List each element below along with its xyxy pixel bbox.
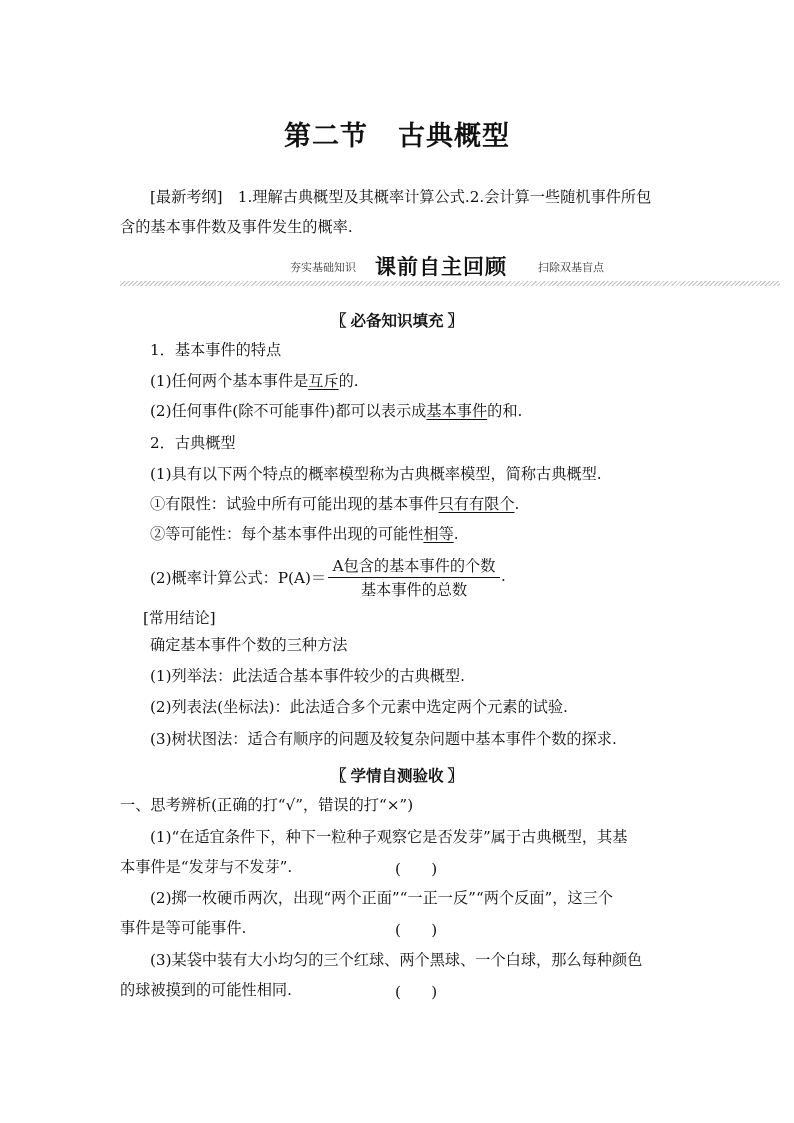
title-part1: 第二节 (284, 121, 368, 152)
bracket-left-icon: 〖 (330, 311, 347, 330)
banner-right-text: 扫除双基盲点 (538, 261, 604, 274)
subheading-basic-events: 1．基本事件的特点 (150, 341, 282, 359)
syllabus-line2: 含的基本事件数及事件发生的概率. (120, 218, 353, 236)
text: (1)任何两个基本事件是 (150, 372, 309, 390)
text: . (453, 525, 459, 543)
question-intro: 一、思考辨析(正确的打“√”，错误的打“×”) (120, 796, 414, 814)
formula-period: . (501, 567, 506, 585)
text: 的. (338, 372, 359, 390)
list-item (150, 400, 522, 422)
question-1-line1: (1)“在适宜条件下，种下一粒种子观察它是否发芽”属于古典概型，其基 (150, 828, 628, 846)
answer-blank: ( ) (395, 860, 438, 878)
text: ①有限性：试验中所有可能出现的基本事件 (150, 495, 439, 513)
fraction-bar (328, 577, 500, 578)
list-item (150, 370, 359, 392)
section-banner (120, 251, 780, 287)
list-item: (1)具有以下两个特点的概率模型称为古典概率模型，简称古典概型. (150, 465, 602, 483)
conclusions-title: 确定基本事件个数的三种方法 (150, 636, 348, 654)
syllabus-line1: [最新考纲] 1.理解古典概型及其概率计算公式.2.会计算一些随机事件所包 (150, 188, 652, 206)
answer-underlined: 互斥 (308, 372, 339, 390)
formula-lhs: (2)概率计算公式：P(A)＝ (150, 569, 327, 587)
text: . (514, 495, 520, 513)
bracket-right-icon: 〗 (447, 766, 464, 785)
list-item (150, 493, 519, 515)
banner-hatch (120, 281, 780, 286)
answer-underlined: 基本事件 (426, 402, 488, 420)
section-heading-knowledge (0, 308, 794, 331)
bracket-right-icon: 〗 (447, 311, 464, 330)
subheading-classical-model: 2．古典概型 (150, 434, 236, 452)
text: ②等可能性：每个基本事件出现的可能性 (150, 525, 424, 543)
list-item: (1)列举法：此法适合基本事件较少的古典概型. (150, 667, 465, 685)
list-item: (3)树状图法：适合有顺序的问题及较复杂问题中基本事件个数的探求. (150, 730, 617, 748)
title-part2: 古典概型 (398, 121, 510, 152)
text: (2)任何事件(除不可能事件)都可以表示成 (150, 402, 427, 420)
question-1-line2: 本事件是“发芽与不发芽”. (120, 858, 293, 876)
question-2-line1: (2)掷一枚硬币两次，出现“两个正面”“一正一反”“两个反面”，这三个 (150, 889, 613, 907)
banner-main-text: 课前自主回顾 (375, 255, 507, 279)
answer-underlined: 相等 (423, 525, 454, 543)
answer-underlined: 只有有限个 (438, 495, 515, 513)
question-3-line2: 的球被摸到的可能性相同. (120, 981, 292, 999)
answer-blank: ( ) (395, 921, 438, 939)
answer-blank: ( ) (395, 983, 438, 1001)
formula-numerator: A包含的基本事件的个数 (332, 557, 496, 575)
bracket-left-icon: 〖 (330, 766, 347, 785)
section-heading-selftest (0, 763, 794, 786)
conclusions-label: [常用结论] (143, 609, 216, 627)
list-item: (2)列表法(坐标法)：此法适合多个元素中选定两个元素的试验. (150, 698, 568, 716)
banner-left-text: 夯实基础知识 (290, 261, 356, 274)
section-heading-text: 必备知识填充 (350, 312, 444, 330)
formula-denominator: 基本事件的总数 (360, 581, 468, 599)
question-2-line2: 事件是等可能事件. (120, 919, 247, 937)
section-heading-text: 学情自测验收 (350, 767, 444, 785)
question-3-line1: (3)某袋中装有大小均匀的三个红球、两个黑球、一个白球，那么每种颜色 (150, 951, 643, 969)
probability-formula (150, 555, 550, 599)
list-item (150, 523, 459, 545)
page-title (0, 114, 794, 153)
text: 的和. (487, 402, 523, 420)
